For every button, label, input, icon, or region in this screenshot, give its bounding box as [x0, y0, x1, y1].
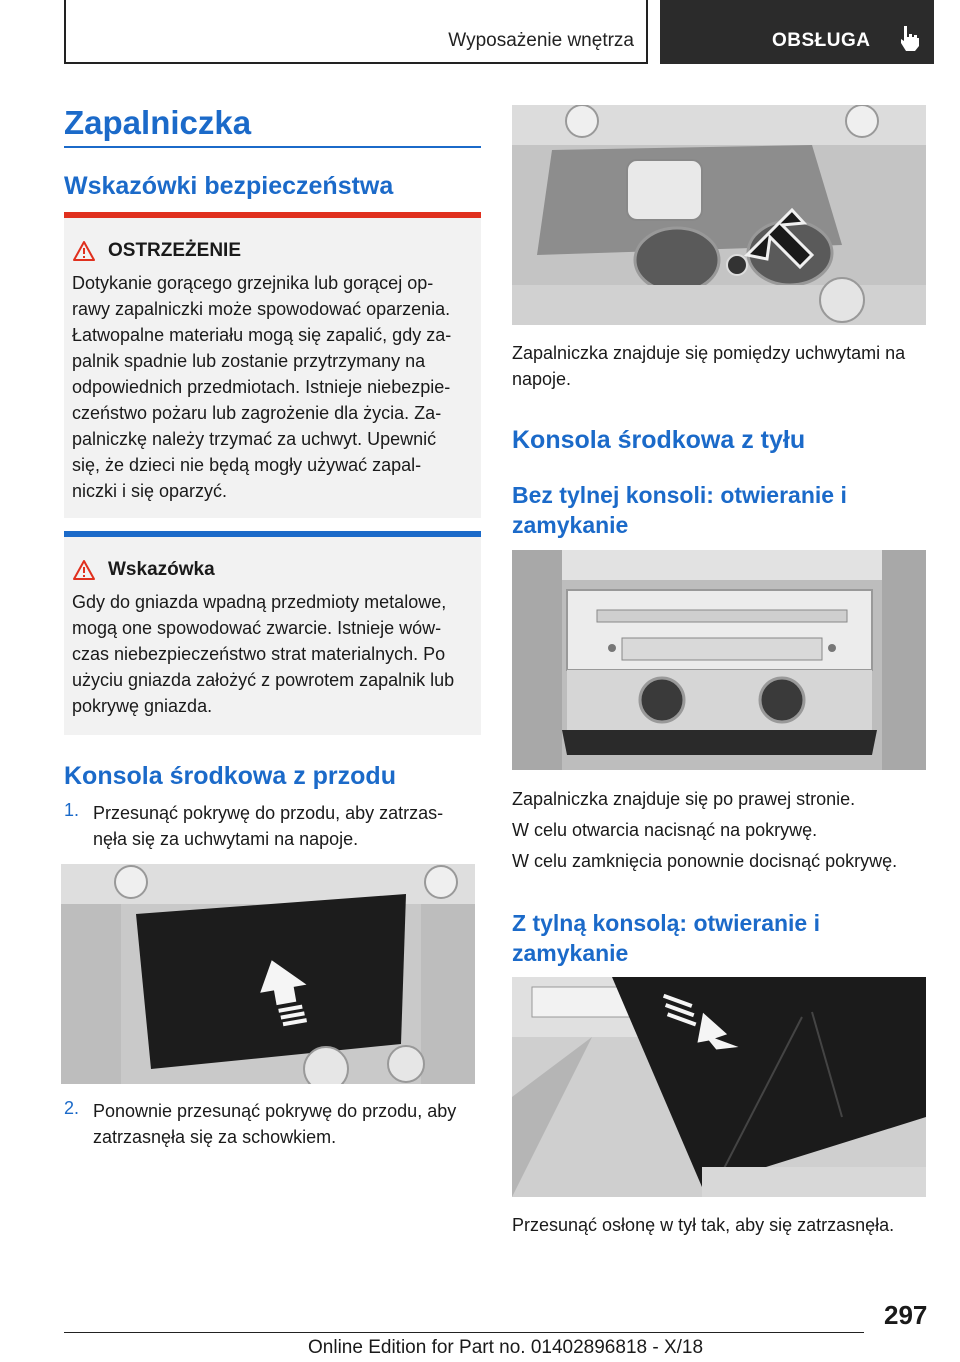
title-divider [64, 146, 481, 148]
warning-text: Dotykanie gorącego grzejnika lub gorącej op- rawy zapalniczki może spowodować oparzenia. Łatwopalne materiału mogą się zapalić, gdy za- palnik spadnie lub zostanie przytrzymany na odpowiednich przedmiotach. Istnieje niebezpie- czeństwo pożaru lub zagrożenie dla życia. Za- palniczkę należy trzymać za uchwyt. Upewnić się, że dzieci nie będą mogły używać zapal- niczki i się oparzyć. [72, 273, 452, 501]
front-console-photo [61, 864, 475, 1084]
with-rear-console-heading: Z tylną konsolą: otwieranie i zamykanie [512, 910, 821, 966]
header-chapter-label: OBSŁUGA [772, 30, 871, 51]
cupholder-illustration [512, 105, 926, 325]
step-2-number: 2. [64, 1098, 80, 1118]
rear-cover-illustration [512, 977, 926, 1197]
step-2-text: Ponownie przesunąć pokrywę do przodu, aby zatrzasnęła się za schowkiem. [93, 1101, 457, 1147]
footer-edition: Online Edition for Part no. 01402896818 - X/18 [308, 1337, 704, 1358]
front-console-heading: Konsola środkowa z przodu [64, 762, 396, 790]
header-chapter-tab [660, 0, 934, 64]
warning-triangle-icon [72, 240, 96, 262]
note-box [64, 537, 481, 735]
step-1-number: 1. [64, 800, 80, 820]
cupholder-lighter-photo [512, 105, 926, 325]
page-title: Zapalniczka [64, 104, 252, 141]
caption-cupholder: Zapalniczka znajduje się pomiędzy uchwytami na napoje. [512, 343, 906, 389]
rear-console-heading: Konsola środkowa z tyłu [512, 426, 806, 454]
no-rear-console-heading: Bez tylnej konsoli: otwieranie i zamykanie [512, 482, 847, 538]
warning-box [64, 218, 481, 518]
step-1-text: Przesunąć pokrywę do przodu, aby zatrzas- nęła się za uchwytami na napoje. [93, 803, 444, 849]
header-section-label: Wyposażenie wnętrza [448, 30, 634, 51]
header-section-tab [64, 0, 648, 64]
note-text: Gdy do gniazda wpadną przedmioty metalowe, mogą one spowodować zwarcie. Istnieje wów- czas niebezpieczeństwo strat materialnych. Po użyciu gniazda założyć z powrotem zapalnik lub pokrywę gniazda. [72, 592, 455, 716]
rear-cover-line: Przesunąć osłonę w tył tak, aby się zatrzasnęła. [512, 1215, 895, 1235]
warning-label: OSTRZEŻENIE [108, 240, 242, 261]
rear-info-line-2: W celu otwarcia nacisnąć na pokrywę. [512, 820, 818, 840]
page-number: 297 [884, 1300, 928, 1330]
note-label: Wskazówka [108, 559, 215, 580]
rear-console-illustration [512, 550, 926, 770]
rear-cover-photo [512, 977, 926, 1197]
pointing-hand-icon [896, 24, 924, 52]
front-console-illustration [61, 864, 475, 1084]
rear-console-photo [512, 550, 926, 770]
safety-heading: Wskazówki bezpieczeństwa [64, 172, 394, 200]
warning-triangle-icon [72, 559, 96, 581]
rear-info-line-3: W celu zamknięcia ponownie docisnąć pokrywę. [512, 851, 898, 871]
rear-info-line-1: Zapalniczka znajduje się po prawej stronie. [512, 789, 856, 809]
footer-divider [64, 1332, 864, 1333]
